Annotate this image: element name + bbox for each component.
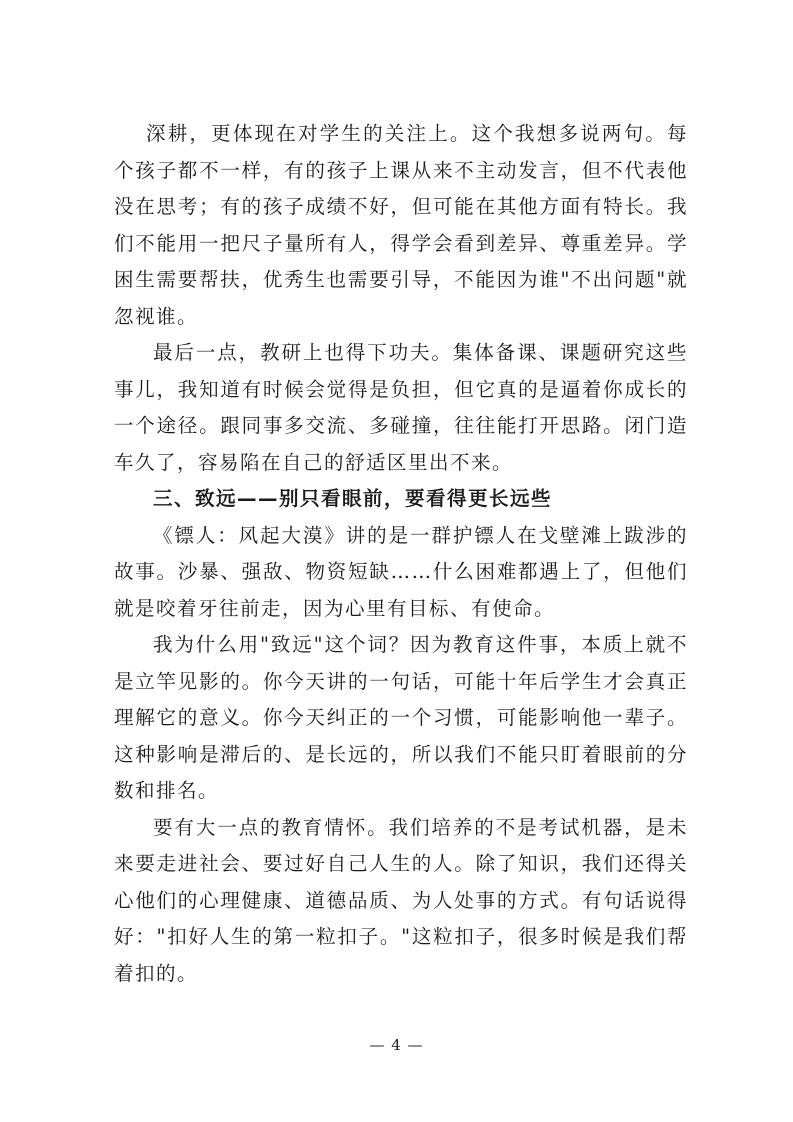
- paragraph-why-zhiyuan: 我为什么用"致远"这个词？因为教育这件事，本质上就不是立竿见影的。你今天讲的一句话，可能十年后学生才会真正理解它的意义。你今天纠正的一个习惯，可能影响他一辈子。这种影响是滞后的、是长远的，所以我们不能只盯着眼前的分数和排名。: [114, 633, 688, 802]
- paragraph-teaching-research: 最后一点，教研上也得下功夫。集体备课、课题研究这些事儿，我知道有时候会觉得是负担，但它真的是逼着你成长的一个途径。跟同事多交流、多碰撞，往往能打开思路。闭门造车久了，容易陷在自己的舒适区里出不来。: [114, 341, 688, 474]
- section-heading: 三、致远——别只看眼前，要看得更长远些: [153, 487, 553, 510]
- document-body: [114, 116, 688, 992]
- paragraph-education-vision: 要有大一点的教育情怀。我们培养的不是考试机器，是未来要走进社会、要过好自己人生的人。除了知识，我们还得关心他们的心理健康、道德品质、为人处事的方式。有句话说得好："扣好人生的第一粒扣子。"这粒扣子，很多时候是我们帮着扣的。: [114, 815, 688, 985]
- page-number: — 4 —: [369, 1036, 424, 1054]
- paragraph-film-story: 《镖人：风起大漠》讲的是一群护镖人在戈壁滩上跋涉的故事。沙暴、强敌、物资短缺……什么困难都遇上了，但他们就是咬着牙往前走，因为心里有目标、有使命。: [114, 523, 688, 620]
- paragraph-student-attention: 深耕，更体现在对学生的关注上。这个我想多说两句。每个孩子都不一样，有的孩子上课从来不主动发言，但不代表他没在思考；有的孩子成绩不好，但可能在其他方面有特长。我们不能用一把尺子量所有人，得学会看到差异、尊重差异。学困生需要帮扶，优秀生也需要引导，不能因为谁"不出问题"就忽视谁。: [114, 122, 688, 328]
